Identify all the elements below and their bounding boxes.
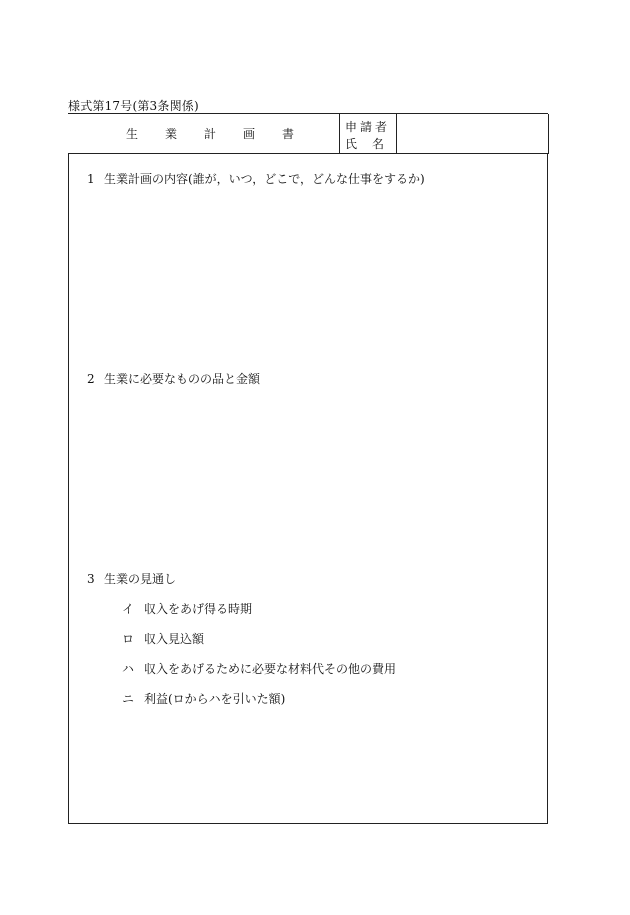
applicant-box [339, 114, 549, 154]
section-heading-2 [87, 370, 260, 387]
section-number: 1 [87, 172, 95, 186]
outlook-item-profit [122, 690, 285, 707]
section-heading-1 [87, 170, 425, 187]
section-text: 生業に必要なものの品と金額 [104, 372, 261, 386]
header-table [68, 113, 548, 154]
item-mark: ニ [122, 692, 135, 706]
outlook-item-expected-income [122, 630, 204, 647]
section-number: 3 [87, 572, 95, 586]
item-mark: ロ [122, 632, 135, 646]
plan-body [68, 153, 548, 824]
item-mark: イ [122, 602, 135, 616]
section-number: 2 [87, 372, 95, 386]
document-title: 生業計画書 [126, 127, 322, 141]
outlook-item-income-timing [122, 600, 252, 617]
item-mark: ハ [122, 662, 135, 676]
section-text: 生業の見通し [104, 572, 177, 586]
form-number: 様式第17号(第3条関係) [68, 99, 199, 113]
item-text: 収入見込額 [144, 632, 205, 646]
section-text: 生業計画の内容(誰が，いつ，どこで，どんな仕事をするか) [104, 172, 425, 186]
item-text: 収入をあげるために必要な材料代その他の費用 [144, 662, 397, 676]
section-heading-3 [87, 570, 176, 587]
item-text: 利益(ロからハを引いた額) [144, 692, 286, 706]
applicant-label-cell [340, 114, 400, 154]
applicant-label: 申請者 [345, 120, 391, 134]
applicant-name-field[interactable] [402, 126, 542, 144]
name-label: 氏名 [345, 137, 400, 151]
item-text: 収入をあげ得る時期 [144, 602, 253, 616]
outlook-item-costs [122, 660, 396, 677]
